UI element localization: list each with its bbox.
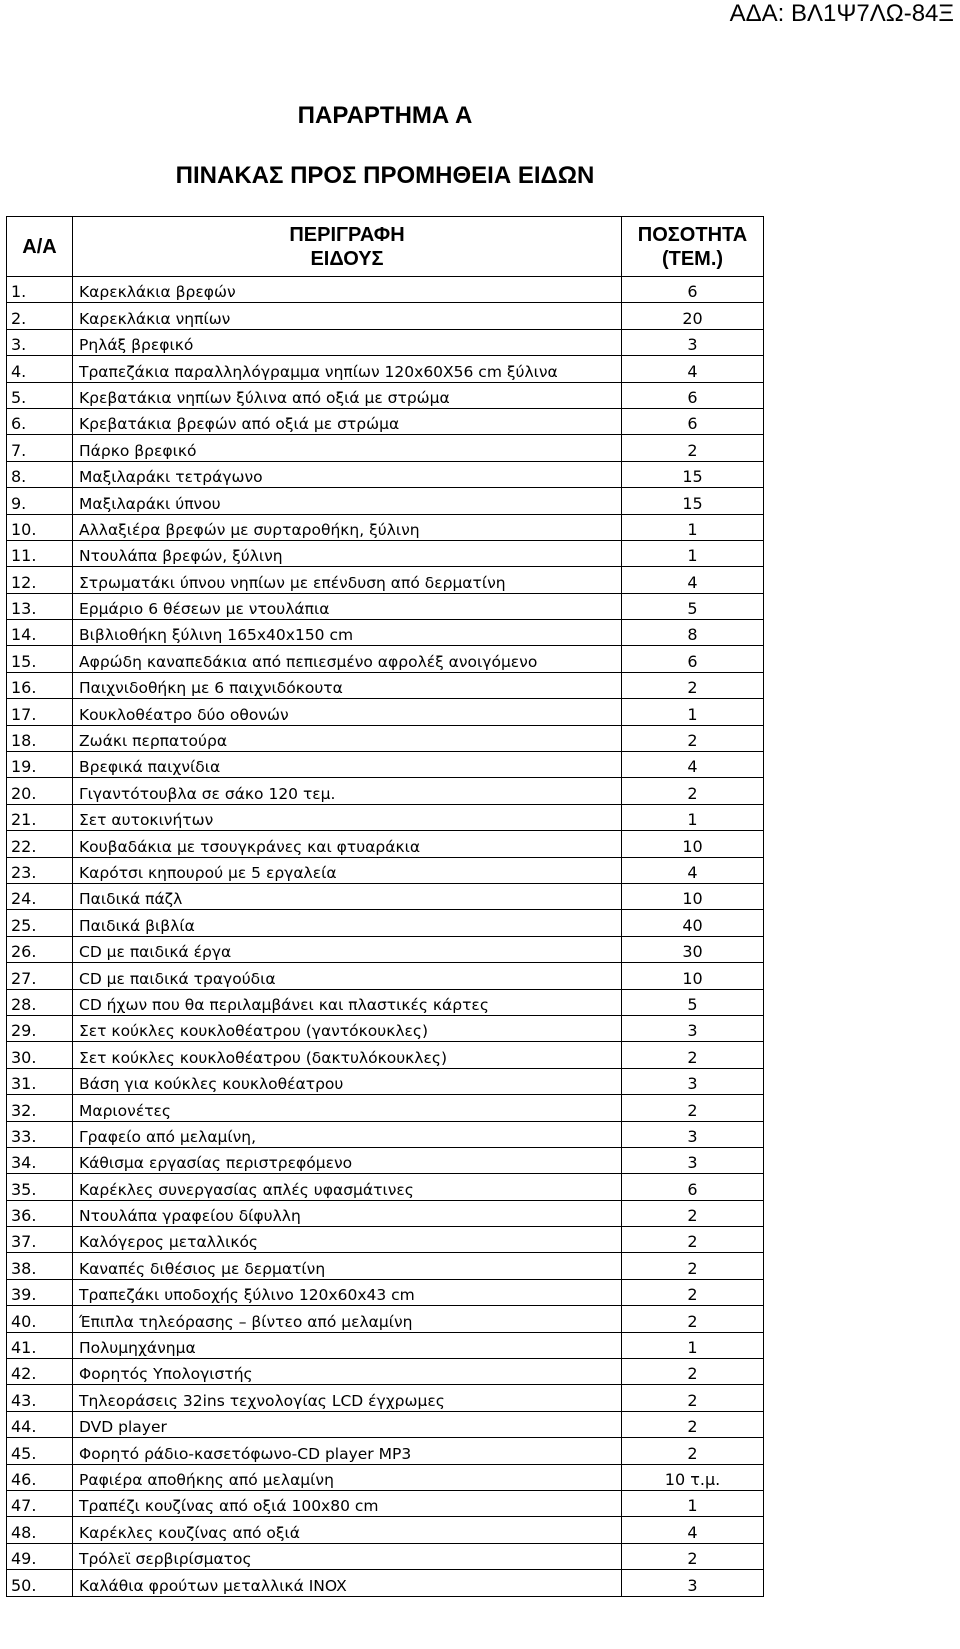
- row-number: 26.: [7, 936, 73, 962]
- row-number: 44.: [7, 1411, 73, 1437]
- row-description: Βρεφικά παιχνίδια: [73, 752, 622, 778]
- row-quantity: 30: [622, 936, 764, 962]
- row-description: Καλάθια φρούτων μεταλλικά INOX: [73, 1570, 622, 1596]
- row-number: 13.: [7, 593, 73, 619]
- row-description: Μαξιλαράκι τετράγωνο: [73, 461, 622, 487]
- row-quantity: 3: [622, 1147, 764, 1173]
- row-number: 41.: [7, 1332, 73, 1358]
- row-quantity: 6: [622, 408, 764, 434]
- row-quantity: 2: [622, 1359, 764, 1385]
- row-number: 16.: [7, 672, 73, 698]
- header-description: [73, 217, 622, 277]
- table-row: [7, 883, 764, 909]
- ada-stamp: ΑΔΑ: ΒΛ1Ψ7ΛΩ-84Ξ: [729, 0, 954, 27]
- row-quantity: 15: [622, 461, 764, 487]
- row-quantity: 3: [622, 1121, 764, 1147]
- table-row: [7, 699, 764, 725]
- row-number: 19.: [7, 752, 73, 778]
- row-quantity: 2: [622, 1227, 764, 1253]
- row-number: 27.: [7, 963, 73, 989]
- row-quantity: 2: [622, 1042, 764, 1068]
- table-header-row: [7, 217, 764, 277]
- row-quantity: 2: [622, 778, 764, 804]
- header-aa: Α/Α: [7, 217, 73, 277]
- row-number: 38.: [7, 1253, 73, 1279]
- row-number: 21.: [7, 804, 73, 830]
- row-number: 48.: [7, 1517, 73, 1543]
- row-description: CD με παιδικά τραγούδια: [73, 963, 622, 989]
- table-row: [7, 408, 764, 434]
- row-number: 5.: [7, 382, 73, 408]
- row-quantity: 2: [622, 1543, 764, 1569]
- table-row: [7, 435, 764, 461]
- row-description: Καναπές διθέσιος με δερματίνη: [73, 1253, 622, 1279]
- table-row: [7, 1332, 764, 1358]
- row-number: 11.: [7, 540, 73, 566]
- table-row: [7, 1015, 764, 1041]
- row-description: Μαξιλαράκι ύπνου: [73, 488, 622, 514]
- header-quantity: [622, 217, 764, 277]
- row-description: Τραπέζι κουζίνας από οξιά 100x80 cm: [73, 1490, 622, 1516]
- row-quantity: 2: [622, 1253, 764, 1279]
- row-number: 7.: [7, 435, 73, 461]
- table-row: [7, 277, 764, 303]
- row-description: Παιδικά βιβλία: [73, 910, 622, 936]
- row-quantity: 10: [622, 831, 764, 857]
- row-description: Μαριονέτες: [73, 1095, 622, 1121]
- row-number: 43.: [7, 1385, 73, 1411]
- row-number: 14.: [7, 620, 73, 646]
- header-description-line2: ΕΙΔΟΥΣ: [310, 247, 384, 270]
- table-row: [7, 1121, 764, 1147]
- row-number: 4.: [7, 356, 73, 382]
- table-row: [7, 540, 764, 566]
- row-description: Καρότσι κηπουρού με 5 εργαλεία: [73, 857, 622, 883]
- row-description: Κρεβατάκια νηπίων ξύλινα από οξιά με στρώμα: [73, 382, 622, 408]
- table-row: [7, 936, 764, 962]
- table-row: [7, 1253, 764, 1279]
- row-description: Σετ αυτοκινήτων: [73, 804, 622, 830]
- row-description: Σετ κούκλες κουκλοθέατρου (δακτυλόκουκλες): [73, 1042, 622, 1068]
- row-quantity: 2: [622, 435, 764, 461]
- row-quantity: 1: [622, 699, 764, 725]
- row-number: 49.: [7, 1543, 73, 1569]
- row-quantity: 10 τ.μ.: [622, 1464, 764, 1490]
- row-quantity: 2: [622, 1306, 764, 1332]
- row-quantity: 4: [622, 1517, 764, 1543]
- table-row: [7, 461, 764, 487]
- header-quantity-line2: (ΤΕΜ.): [661, 247, 724, 270]
- row-quantity: 8: [622, 620, 764, 646]
- row-description: Έπιπλα τηλεόρασης – βίντεο από μελαμίνη: [73, 1306, 622, 1332]
- table-row: [7, 963, 764, 989]
- table-row: [7, 1200, 764, 1226]
- table-row: [7, 857, 764, 883]
- row-quantity: 10: [622, 963, 764, 989]
- row-quantity: 2: [622, 1411, 764, 1437]
- row-quantity: 6: [622, 1174, 764, 1200]
- row-quantity: 2: [622, 1385, 764, 1411]
- row-number: 32.: [7, 1095, 73, 1121]
- row-quantity: 4: [622, 752, 764, 778]
- table-row: [7, 1095, 764, 1121]
- table-row: [7, 1227, 764, 1253]
- header-description-line1: ΠΕΡΙΓΡΑΦΗ: [289, 223, 405, 246]
- table-row: [7, 1147, 764, 1173]
- row-number: 1.: [7, 277, 73, 303]
- row-number: 18.: [7, 725, 73, 751]
- row-description: Σετ κούκλες κουκλοθέατρου (γαντόκουκλες): [73, 1015, 622, 1041]
- row-quantity: 1: [622, 540, 764, 566]
- row-description: Καρέκλες κουζίνας από οξιά: [73, 1517, 622, 1543]
- row-quantity: 2: [622, 1200, 764, 1226]
- row-quantity: 6: [622, 382, 764, 408]
- row-description: CD με παιδικά έργα: [73, 936, 622, 962]
- row-quantity: 6: [622, 646, 764, 672]
- row-description: Παιχνιδοθήκη με 6 παιχνιδόκουτα: [73, 672, 622, 698]
- row-description: Παιδικά πάζλ: [73, 883, 622, 909]
- row-number: 2.: [7, 303, 73, 329]
- row-number: 45.: [7, 1438, 73, 1464]
- row-description: Ραφιέρα αποθήκης από μελαμίνη: [73, 1464, 622, 1490]
- table-row: [7, 646, 764, 672]
- row-description: Φορητό ράδιο-κασετόφωνο-CD player MP3: [73, 1438, 622, 1464]
- row-quantity: 5: [622, 593, 764, 619]
- row-description: Στρωματάκι ύπνου νηπίων με επένδυση από δερματίνη: [73, 567, 622, 593]
- table-row: [7, 910, 764, 936]
- row-description: Ζωάκι περπατούρα: [73, 725, 622, 751]
- row-description: Τραπεζάκι υποδοχής ξύλινο 120x60x43 cm: [73, 1279, 622, 1305]
- row-number: 23.: [7, 857, 73, 883]
- row-number: 37.: [7, 1227, 73, 1253]
- row-number: 36.: [7, 1200, 73, 1226]
- row-quantity: 3: [622, 1015, 764, 1041]
- table-row: [7, 804, 764, 830]
- table-row: [7, 329, 764, 355]
- row-number: 9.: [7, 488, 73, 514]
- table-row: [7, 356, 764, 382]
- row-quantity: 4: [622, 857, 764, 883]
- row-description: Βάση για κούκλες κουκλοθέατρου: [73, 1068, 622, 1094]
- row-description: Καρεκλάκια νηπίων: [73, 303, 622, 329]
- table-row: [7, 567, 764, 593]
- row-number: 20.: [7, 778, 73, 804]
- row-number: 25.: [7, 910, 73, 936]
- row-number: 24.: [7, 883, 73, 909]
- table-row: [7, 1385, 764, 1411]
- row-number: 35.: [7, 1174, 73, 1200]
- row-number: 10.: [7, 514, 73, 540]
- row-number: 40.: [7, 1306, 73, 1332]
- row-number: 28.: [7, 989, 73, 1015]
- row-number: 33.: [7, 1121, 73, 1147]
- row-description: Ρηλάξ βρεφικό: [73, 329, 622, 355]
- row-description: Ερμάριο 6 θέσεων με ντουλάπια: [73, 593, 622, 619]
- row-number: 30.: [7, 1042, 73, 1068]
- row-description: Ντουλάπα βρεφών, ξύλινη: [73, 540, 622, 566]
- table-row: [7, 725, 764, 751]
- row-quantity: 2: [622, 725, 764, 751]
- table-row: [7, 778, 764, 804]
- row-number: 3.: [7, 329, 73, 355]
- table-row: [7, 752, 764, 778]
- row-description: Κάθισμα εργασίας περιστρεφόμενο: [73, 1147, 622, 1173]
- row-description: Τηλεοράσεις 32ins τεχνολογίας LCD έγχρωμες: [73, 1385, 622, 1411]
- row-number: 42.: [7, 1359, 73, 1385]
- table-row: [7, 1517, 764, 1543]
- row-quantity: 4: [622, 567, 764, 593]
- table-row: [7, 1068, 764, 1094]
- row-quantity: 4: [622, 356, 764, 382]
- table-row: [7, 1570, 764, 1596]
- row-number: 46.: [7, 1464, 73, 1490]
- row-number: 50.: [7, 1570, 73, 1596]
- page-title: ΠΑΡΑΡΤΗΜΑ Α: [297, 102, 473, 129]
- row-description: Πάρκο βρεφικό: [73, 435, 622, 461]
- row-number: 29.: [7, 1015, 73, 1041]
- row-description: Αφρώδη καναπεδάκια από πεπιεσμένο αφρολέξ ανοιγόμενο: [73, 646, 622, 672]
- table-title: ΠΙΝΑΚΑΣ ΠΡΟΣ ΠΡΟΜΗΘΕΙΑ ΕΙΔΩΝ: [175, 162, 595, 189]
- table-row: [7, 1438, 764, 1464]
- row-description: Καρεκλάκια βρεφών: [73, 277, 622, 303]
- row-description: Κρεβατάκια βρεφών από οξιά με στρώμα: [73, 408, 622, 434]
- row-quantity: 6: [622, 277, 764, 303]
- row-description: Τρόλεϊ σερβιρίσματος: [73, 1543, 622, 1569]
- row-description: Αλλαξιέρα βρεφών με συρταροθήκη, ξύλινη: [73, 514, 622, 540]
- items-table: [6, 216, 764, 1597]
- row-number: 47.: [7, 1490, 73, 1516]
- row-quantity: 3: [622, 329, 764, 355]
- table-row: [7, 1306, 764, 1332]
- row-description: Τραπεζάκια παραλληλόγραμμα νηπίων 120x60X56 cm ξύλινα: [73, 356, 622, 382]
- table-row: [7, 1490, 764, 1516]
- table-row: [7, 303, 764, 329]
- table-row: [7, 620, 764, 646]
- table-row: [7, 989, 764, 1015]
- table-row: [7, 1279, 764, 1305]
- row-description: Κουβαδάκια με τσουγκράνες και φτυαράκια: [73, 831, 622, 857]
- table-row: [7, 831, 764, 857]
- row-description: Πολυμηχάνημα: [73, 1332, 622, 1358]
- row-description: Ντουλάπα γραφείου δίφυλλη: [73, 1200, 622, 1226]
- row-quantity: 1: [622, 514, 764, 540]
- row-quantity: 15: [622, 488, 764, 514]
- row-description: Καρέκλες συνεργασίας απλές υφασμάτινες: [73, 1174, 622, 1200]
- table-row: [7, 672, 764, 698]
- row-quantity: 5: [622, 989, 764, 1015]
- row-quantity: 1: [622, 804, 764, 830]
- row-quantity: 2: [622, 672, 764, 698]
- row-description: DVD player: [73, 1411, 622, 1437]
- row-number: 39.: [7, 1279, 73, 1305]
- table-row: [7, 514, 764, 540]
- row-quantity: 1: [622, 1490, 764, 1516]
- table-row: [7, 488, 764, 514]
- row-quantity: 1: [622, 1332, 764, 1358]
- table-row: [7, 593, 764, 619]
- row-quantity: 2: [622, 1279, 764, 1305]
- row-description: Βιβλιοθήκη ξύλινη 165x40x150 cm: [73, 620, 622, 646]
- row-description: Καλόγερος μεταλλικός: [73, 1227, 622, 1253]
- table-row: [7, 1359, 764, 1385]
- table-row: [7, 1464, 764, 1490]
- row-description: Γραφείο από μελαμίνη,: [73, 1121, 622, 1147]
- table-row: [7, 382, 764, 408]
- row-number: 31.: [7, 1068, 73, 1094]
- header-quantity-line1: ΠΟΣΟΤΗΤΑ: [637, 223, 748, 246]
- row-quantity: 3: [622, 1570, 764, 1596]
- row-number: 6.: [7, 408, 73, 434]
- row-number: 15.: [7, 646, 73, 672]
- row-number: 17.: [7, 699, 73, 725]
- row-quantity: 2: [622, 1438, 764, 1464]
- row-description: Γιγαντότουβλα σε σάκο 120 τεμ.: [73, 778, 622, 804]
- row-description: Κουκλοθέατρο δύο οθονών: [73, 699, 622, 725]
- row-number: 8.: [7, 461, 73, 487]
- row-quantity: 20: [622, 303, 764, 329]
- table-row: [7, 1411, 764, 1437]
- row-number: 22.: [7, 831, 73, 857]
- table-row: [7, 1174, 764, 1200]
- row-number: 34.: [7, 1147, 73, 1173]
- row-quantity: 3: [622, 1068, 764, 1094]
- row-description: CD ήχων που θα περιλαμβάνει και πλαστικές κάρτες: [73, 989, 622, 1015]
- row-quantity: 10: [622, 883, 764, 909]
- row-number: 12.: [7, 567, 73, 593]
- table-row: [7, 1543, 764, 1569]
- row-quantity: 40: [622, 910, 764, 936]
- row-quantity: 2: [622, 1095, 764, 1121]
- row-description: Φορητός Υπολογιστής: [73, 1359, 622, 1385]
- table-row: [7, 1042, 764, 1068]
